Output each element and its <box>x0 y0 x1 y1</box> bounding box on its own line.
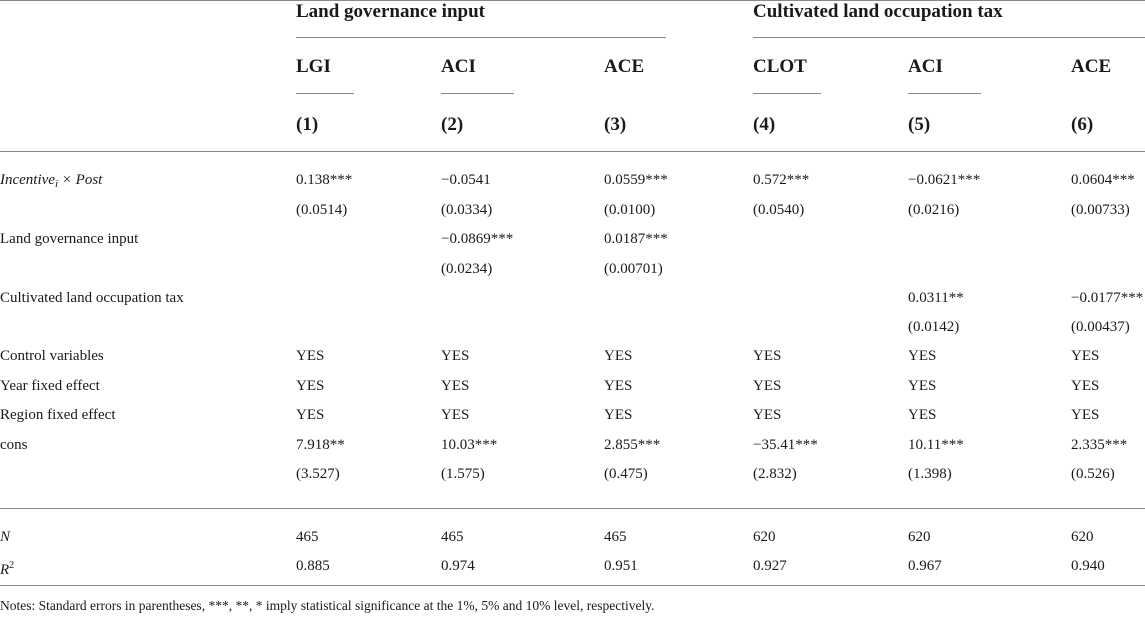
controls-val-6: YES <box>1071 348 1100 364</box>
cons-se-6: (0.526) <box>1071 466 1115 482</box>
n-val-1: 465 <box>296 529 319 545</box>
n-val-6: 620 <box>1071 529 1094 545</box>
group-header-land-governance: Land governance input <box>296 1 485 22</box>
year-val-6: YES <box>1071 378 1100 394</box>
incentive-se-1: (0.0514) <box>296 202 348 218</box>
region-val-1: YES <box>296 407 325 423</box>
controls-val-4: YES <box>753 348 782 364</box>
r2-val-6: 0.940 <box>1071 558 1105 574</box>
r2-val-4: 0.927 <box>753 558 787 574</box>
cons-coef-2: 10.03*** <box>441 437 498 453</box>
year-val-3: YES <box>604 378 633 394</box>
clot-se-6: (0.00437) <box>1071 319 1130 335</box>
incentive-label-subscript: i <box>54 178 59 190</box>
year-val-4: YES <box>753 378 782 394</box>
col-number-3: (3) <box>604 114 627 135</box>
col1-underline <box>296 93 354 94</box>
r-squared-superscript: 2 <box>9 560 15 571</box>
col-number-4: (4) <box>753 114 776 135</box>
cons-se-1: (3.527) <box>296 466 340 482</box>
col-header-1: LGI <box>296 56 331 77</box>
controls-val-3: YES <box>604 348 633 364</box>
row-label-incentive <box>0 171 102 193</box>
col-number-6: (6) <box>1071 114 1094 135</box>
row-label-land-governance: Land governance input <box>0 231 139 247</box>
n-val-3: 465 <box>604 529 627 545</box>
year-val-5: YES <box>908 378 937 394</box>
row-label-year-fixed-effect: Year fixed effect <box>0 378 100 394</box>
cons-coef-5: 10.11*** <box>908 437 964 453</box>
col-header-5: ACI <box>908 56 943 77</box>
cons-coef-1: 7.918** <box>296 437 345 453</box>
bottom-rule <box>0 585 1145 586</box>
row-label-cultivated-land-tax: Cultivated land occupation tax <box>0 290 184 306</box>
incentive-coef-2: −0.0541 <box>441 172 491 188</box>
incentive-se-6: (0.00733) <box>1071 202 1130 218</box>
row-label-region-fixed-effect: Region fixed effect <box>0 407 116 423</box>
lgi-coef-2: −0.0869*** <box>441 231 514 247</box>
controls-val-1: YES <box>296 348 325 364</box>
col-number-2: (2) <box>441 114 464 135</box>
col-number-5: (5) <box>908 114 931 135</box>
r2-val-3: 0.951 <box>604 558 638 574</box>
row-label-n: N <box>0 529 11 545</box>
r2-val-1: 0.885 <box>296 558 330 574</box>
r2-val-2: 0.974 <box>441 558 475 574</box>
table-notes: Notes: Standard errors in parentheses, ***, **, * imply statistical significance at the 1%, 5% and 10% level, respectively. <box>0 598 655 613</box>
n-val-5: 620 <box>908 529 931 545</box>
col-number-1: (1) <box>296 114 319 135</box>
incentive-coef-4: 0.572*** <box>753 172 810 188</box>
incentive-coef-1: 0.138*** <box>296 172 353 188</box>
clot-se-5: (0.0142) <box>908 319 960 335</box>
incentive-label-main: Incentive <box>0 172 55 188</box>
col5-underline <box>908 93 981 94</box>
incentive-se-5: (0.0216) <box>908 202 960 218</box>
col-header-4: CLOT <box>753 56 807 77</box>
cons-se-3: (0.475) <box>604 466 648 482</box>
col-header-6: ACE <box>1071 56 1112 77</box>
incentive-se-2: (0.0334) <box>441 202 493 218</box>
lgi-coef-3: 0.0187*** <box>604 231 668 247</box>
n-val-2: 465 <box>441 529 464 545</box>
header-rule <box>0 151 1145 152</box>
incentive-se-4: (0.0540) <box>753 202 805 218</box>
stats-rule <box>0 508 1145 509</box>
row-label-r-squared <box>0 557 14 579</box>
col2-underline <box>441 93 514 94</box>
region-val-2: YES <box>441 407 470 423</box>
clot-coef-6: −0.0177*** <box>1071 290 1144 306</box>
lgi-se-2: (0.0234) <box>441 261 493 277</box>
region-val-4: YES <box>753 407 782 423</box>
incentive-label-post: × Post <box>58 172 103 188</box>
row-label-cons: cons <box>0 437 28 453</box>
controls-val-2: YES <box>441 348 470 364</box>
col-header-3: ACE <box>604 56 645 77</box>
region-val-5: YES <box>908 407 937 423</box>
incentive-coef-6: 0.0604*** <box>1071 172 1135 188</box>
col4-underline <box>753 93 821 94</box>
incentive-coef-5: −0.0621*** <box>908 172 981 188</box>
row-label-control-variables: Control variables <box>0 348 104 364</box>
region-val-3: YES <box>604 407 633 423</box>
n-val-4: 620 <box>753 529 776 545</box>
incentive-coef-3: 0.0559*** <box>604 172 668 188</box>
cons-coef-6: 2.335*** <box>1071 437 1128 453</box>
region-val-6: YES <box>1071 407 1100 423</box>
cons-coef-4: −35.41*** <box>753 437 818 453</box>
controls-val-5: YES <box>908 348 937 364</box>
r-squared-label: R <box>0 562 10 578</box>
r2-val-5: 0.967 <box>908 558 942 574</box>
cons-se-2: (1.575) <box>441 466 485 482</box>
group1-underline <box>296 37 666 38</box>
cons-se-5: (1.398) <box>908 466 952 482</box>
year-val-1: YES <box>296 378 325 394</box>
group-header-cultivated-land: Cultivated land occupation tax <box>753 1 1003 22</box>
cons-se-4: (2.832) <box>753 466 797 482</box>
cons-coef-3: 2.855*** <box>604 437 661 453</box>
lgi-se-3: (0.00701) <box>604 261 663 277</box>
year-val-2: YES <box>441 378 470 394</box>
col-header-2: ACI <box>441 56 476 77</box>
incentive-se-3: (0.0100) <box>604 202 656 218</box>
clot-coef-5: 0.0311** <box>908 290 964 306</box>
group2-underline <box>753 37 1145 38</box>
